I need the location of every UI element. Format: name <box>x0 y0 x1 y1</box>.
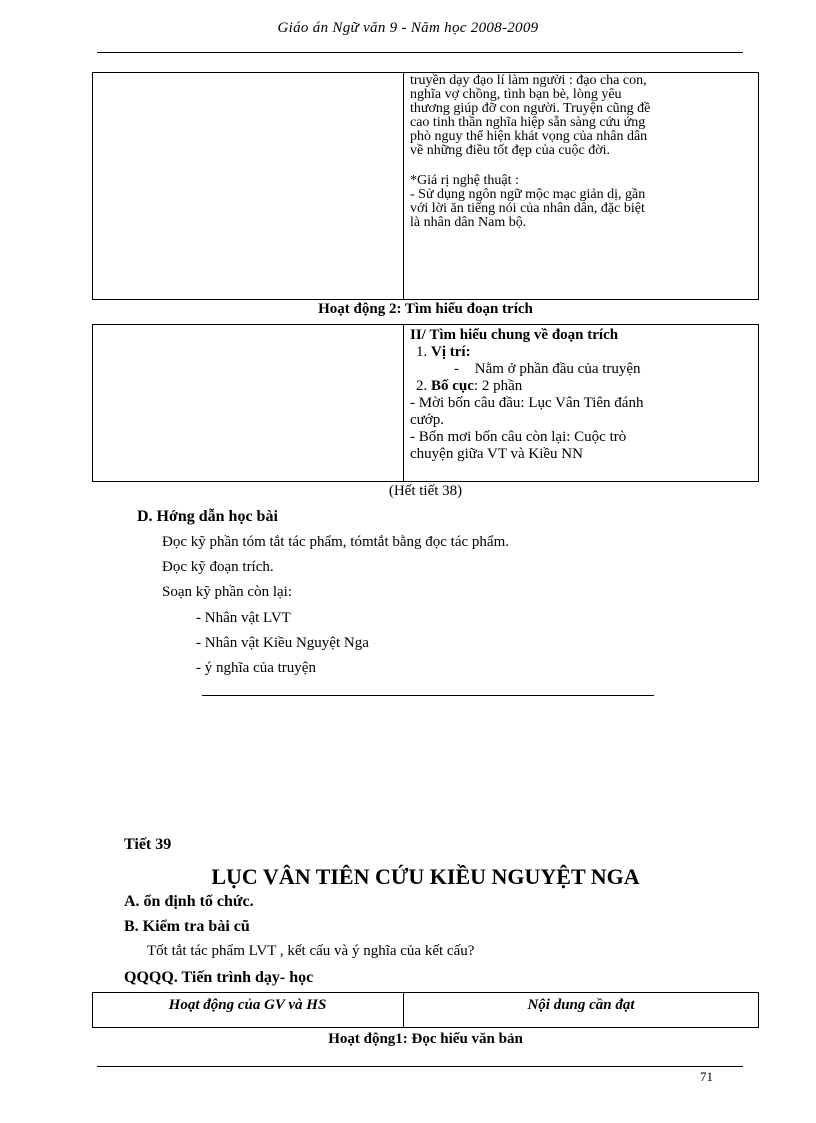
section-a: A. ổn định tổ chức. <box>124 893 254 910</box>
text-line: - Mời bốn câu đầu: Lục Vân Tiên đánh <box>410 395 644 411</box>
list-number: 1. <box>416 344 428 360</box>
table-1-right-cell <box>410 74 750 230</box>
page-header: Giáo án Ngữ văn 9 - Năm học 2008-2009 <box>277 20 539 36</box>
text-line: - Sử dụng ngôn ngữ mộc mạc giản dị, gần <box>410 187 646 202</box>
instruction-line: Đọc kỹ phần tóm tắt tác phẩm, tómtắt bằng đọc tác phẩm. <box>162 534 509 550</box>
text-line: *Giá rị nghệ thuật : <box>410 173 519 188</box>
list-dash: - <box>454 361 459 377</box>
text-line: phò nguy thể hiện khát vọng của nhân dân <box>410 129 648 144</box>
list-number: 2. <box>416 378 428 394</box>
text-line: - Bốn mơi bốn câu còn lại: Cuộc trò <box>410 429 627 445</box>
table-1-divider <box>403 72 404 300</box>
review-question: Tốt tắt tác phẩm LVT , kết cấu và ý nghĩa của kết cấu? <box>147 943 475 959</box>
section-heading: II/ Tìm hiểu chung về đoạn trích <box>410 327 619 343</box>
text-line: với lời ăn tiếng nói của nhân dân, đặc biệt <box>410 201 645 216</box>
text-line: về những điều tốt đẹp của cuộc đời. <box>410 143 611 158</box>
section-c: QQQQ. Tiến trình dạy- học <box>124 969 314 986</box>
column-header-activities: Hoạt động của GV và HS <box>168 997 327 1013</box>
section-d-title: D. Hớng dẫn học bài <box>137 508 278 525</box>
list-text: : 2 phần <box>473 378 523 394</box>
instruction-line: Đọc kỹ đoạn trích. <box>162 559 274 575</box>
text-line: cướp. <box>410 412 444 428</box>
section-divider <box>202 695 654 696</box>
column-header-content: Nội dung cần đạt <box>527 997 635 1013</box>
list-label: Vị trí: <box>431 344 471 360</box>
instruction-line: - Nhân vật Kiều Nguyệt Nga <box>196 635 369 651</box>
header-rule <box>97 52 743 53</box>
text-line: chuyện giữa VT và Kiều NN <box>410 446 583 462</box>
list-label: Bố cục <box>431 378 474 394</box>
lesson-number: Tiết 39 <box>124 836 172 853</box>
instruction-line: Soạn kỹ phần còn lại: <box>162 584 292 600</box>
lesson-title: LỤC VÂN TIÊN CỨU KIỀU NGUYỆT NGA <box>211 864 640 889</box>
end-note: (Hết tiết 38) <box>388 483 463 499</box>
list-text: Nằm ở phần đầu của truyện <box>474 361 641 377</box>
section-b: B. Kiểm tra bài cũ <box>124 918 250 935</box>
instruction-line: - Nhân vật LVT <box>196 610 291 626</box>
activity-1-heading: Hoạt động1: Đọc hiểu văn bản <box>328 1031 523 1047</box>
text-line: nghĩa vợ chồng, tình bạn bè, lòng yêu <box>410 87 622 102</box>
text-line: cao tinh thần nghĩa hiệp sẵn sàng cứu ứng <box>410 115 646 130</box>
text-line: thương giúp đỡ con người. Truyện cũng đề <box>410 101 651 116</box>
page-number: 71 <box>700 1069 713 1084</box>
activity-2-heading: Hoạt động 2: Tìm hiểu đoạn trích <box>318 301 533 317</box>
footer-rule <box>97 1066 743 1067</box>
table-2-right-cell <box>410 327 750 463</box>
text-line: truyền dạy đạo lí làm người : đạo cha con, <box>410 73 647 88</box>
text-line: là nhân dân Nam bộ. <box>410 215 527 230</box>
instruction-line: - ý nghĩa của truyện <box>196 660 316 676</box>
table-2-divider <box>403 324 404 482</box>
